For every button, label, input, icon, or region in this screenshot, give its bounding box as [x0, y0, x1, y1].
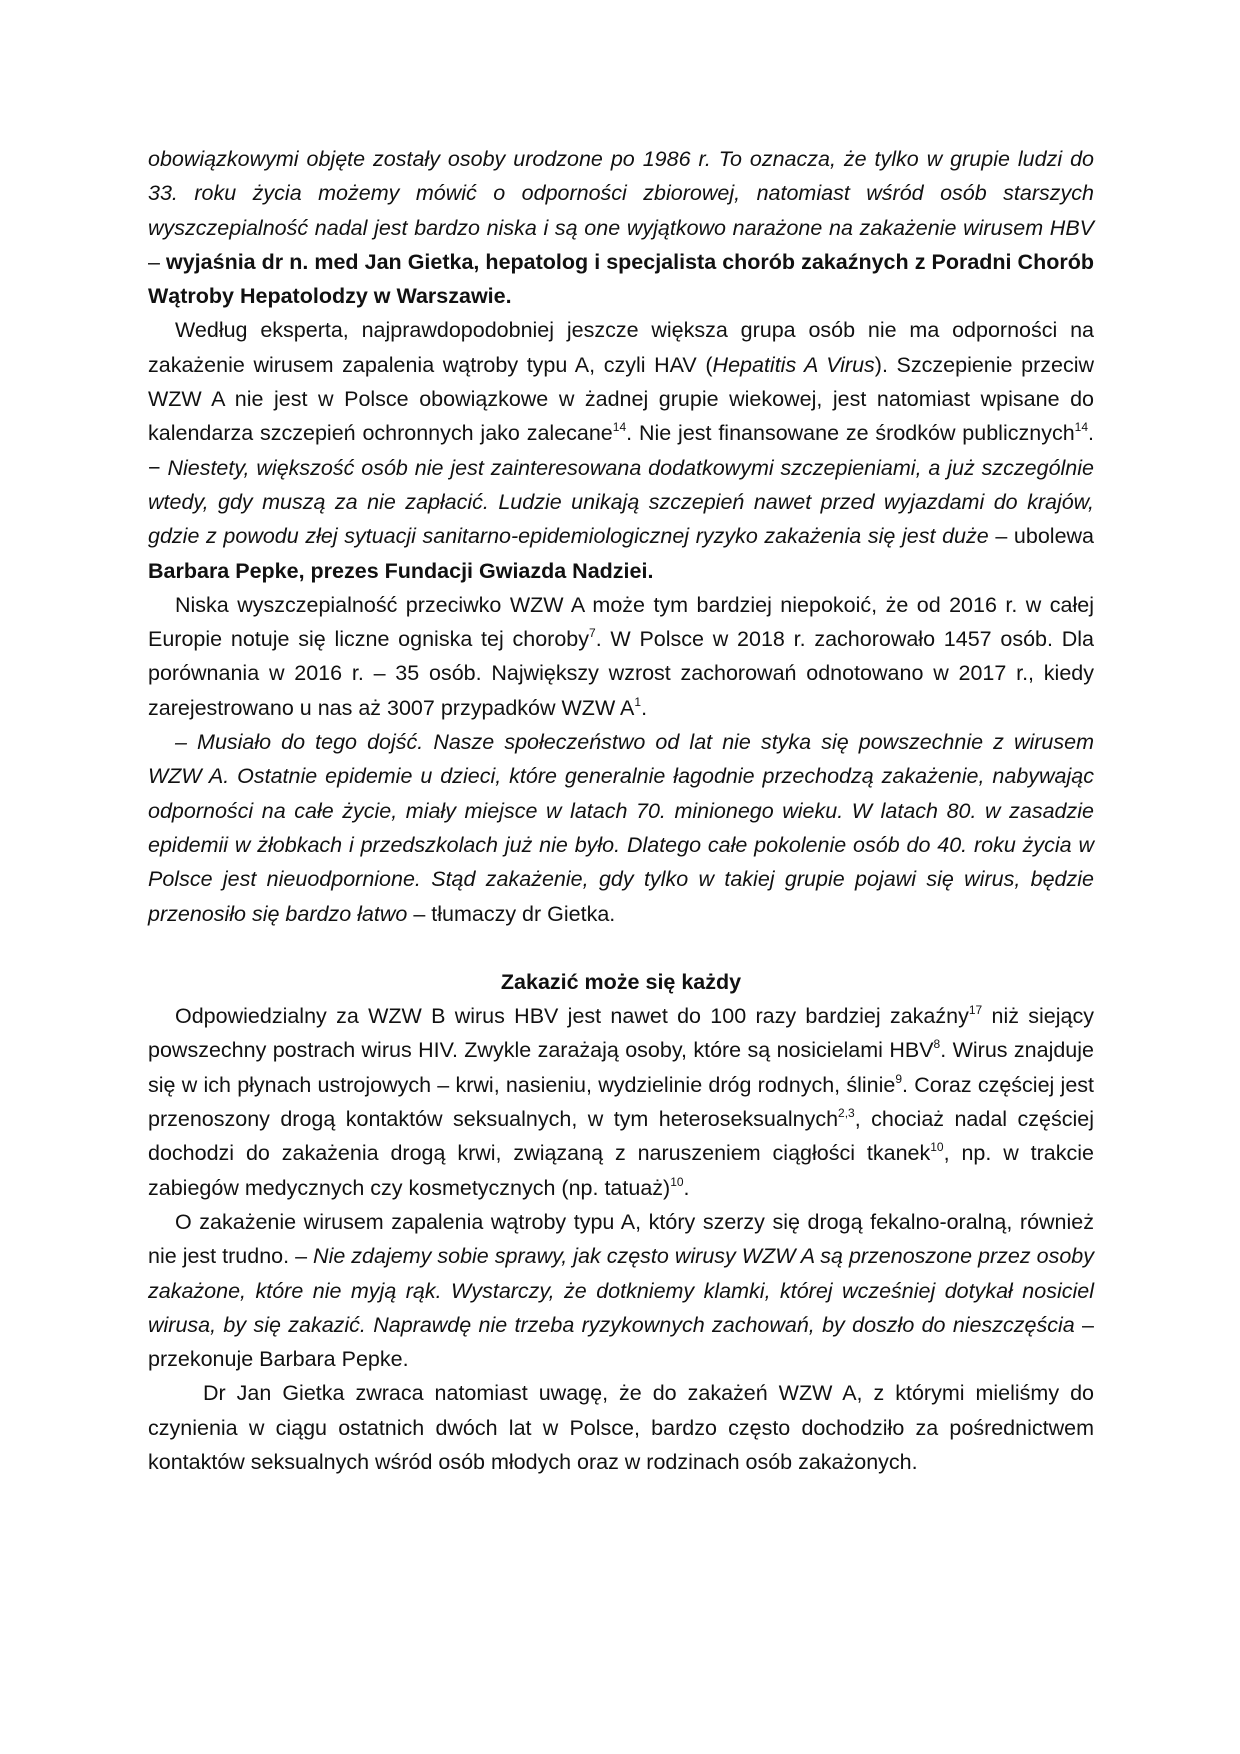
paragraph-6: [148, 1205, 1094, 1376]
text: Odpowiedzialny za WZW B wirus HBV jest nawet do 100 razy bardziej zakaźny: [175, 1004, 969, 1029]
footnote-ref: 1: [634, 694, 642, 709]
text: . Coraz częściej jest przenoszony drogą kontaktów seksualnych, w tym heteroseksualnych: [148, 1072, 1094, 1132]
text: ). Szczepienie przeciw WZW A nie jest w Polsce obowiązkowe w żadnej grupie wiekowej, jest natomiast wpisane do kalendarza szczepień ochronnych jako zalecane: [148, 352, 1094, 446]
text: . Wirus znajduje się w ich płynach ustrojowych – krwi, nasieniu, wydzielinie dróg rodnych, ślinie: [148, 1038, 1094, 1097]
section-heading: Zakazić może się każdy: [500, 969, 742, 994]
text: , np. w trakcie zabiegów medycznych czy kosmetycznych (np. tatuaż): [148, 1141, 1094, 1200]
text: – ubolewa: [988, 524, 1095, 549]
footnote-ref: 14: [612, 420, 627, 435]
footnote-ref: 9: [895, 1071, 903, 1086]
footnote-ref: 2,3: [838, 1106, 855, 1121]
quote-text: obowiązkowymi objęte zostały osoby urodzone po 1986 r. To oznacza, że tylko w grupie ludzi do 33. roku życia możemy mówić o odporności zbiorowej, natomiast wśród osób starszych wyszczepialność nadal jest bardzo niska i są one wyjątkowo narażone na zakażenie wirusem HBV: [148, 147, 1094, 240]
paragraph-3: [148, 588, 1094, 725]
quote-text: Niestety, większość osób nie jest zainteresowana dodatkowymi szczepieniami, a już szczególnie wtedy, gdy muszą za nie zapłacić. Ludzie unikają szczepień nawet przed wyjazdami do krajów, gdzie z powodu złej sytuacji sanitarno-epidemiologicznej ryzyko zakażenia się jest duże: [148, 455, 1094, 549]
text: – przekonuje Barbara Pepke.: [148, 1312, 1094, 1372]
footnote-ref: 17: [968, 1003, 983, 1018]
text: Według eksperta, najprawdopodobniej jeszcze większa grupa osób nie ma odporności na zakażenie wirusem zapalenia wątroby typu A, czyli HAV (: [148, 318, 1094, 377]
latin-term: Hepatitis A Virus: [712, 352, 875, 377]
quote-text: Nie zdajemy sobie sprawy, jak często wirusy WZW A są przenoszone przez osoby zakażone, które nie myją rąk. Wystarczy, że dotkniemy klamki, której wcześniej dotykał nosiciel wirusa, by się zakazić. Naprawdę nie trzeba ryzykownych zachowań, by doszło do nieszczęścia: [148, 1244, 1094, 1337]
text: .: [641, 695, 648, 720]
footnote-ref: 14: [1074, 420, 1089, 435]
footnote-ref: 10: [930, 1140, 944, 1155]
paragraph-4: [148, 725, 1094, 931]
dash: –: [148, 249, 166, 274]
footnote-ref: 7: [589, 626, 596, 641]
attribution-bold: wyjaśnia dr n. med Jan Gietka, hepatolog i specjalista chorób zakaźnych z Poradni Chorób Wątroby Hepatolodzy w Warszawie.: [148, 249, 1094, 309]
text: – tłumaczy dr Gietka.: [407, 901, 616, 926]
paragraph-7: Dr Jan Gietka zwraca natomiast uwagę, że do zakażeń WZW A, z którymi mieliśmy do czynienia w ciągu ostatnich dwóch lat w Polsce, bardzo często dochodziło za pośrednictwem kontaktów seksualnych wśród osób młodych oraz w rodzinach osób zakażonych.: [148, 1381, 1094, 1474]
text: Niska wyszczepialność przeciwko WZW A może tym bardziej niepokoić, że od 2016 r. w całej Europie notuje się liczne ogniska tej choroby: [148, 592, 1094, 652]
paragraph-5: [148, 999, 1094, 1205]
text: O zakażenie wirusem zapalenia wątroby typu A, który szerzy się drogą fekalno-oralną, również nie jest trudno. –: [148, 1209, 1094, 1269]
text: .: [683, 1175, 690, 1200]
text: . W Polsce w 2018 r. zachorowało 1457 osób. Dla porównania w 2016 r. – 35 osób. Największy wzrost zachorowań odnotowano w 2017 r., kiedy zarejestrowano u nas aż 3007 przypadków WZW A: [148, 627, 1094, 720]
quote-text: – Musiało do tego dojść. Nasze społeczeństwo od lat nie styka się powszechnie z wirusem WZW A. Ostatnie epidemie u dzieci, które generalnie łagodnie przechodzą zakażenie, nabywając odporności na całe życie, miały miejsce w latach 70. minionego wieku. W latach 80. w zasadzie epidemii w żłobkach i przedszkolach już nie było. Dlatego całe pokolenie osób do 40. roku życia w Polsce jest nieuodpornione. Stąd zakażenie, gdy tylko w takiej grupie pojawi się wirus, będzie przenosiło się bardzo łatwo: [148, 730, 1094, 926]
text: , chociaż nadal częściej dochodzi do zakażenia drogą krwi, związaną z naruszeniem ciągłości tkanek: [148, 1107, 1094, 1166]
attribution-bold: Barbara Pepke, prezes Fundacji Gwiazda Nadziei.: [148, 558, 654, 583]
paragraph-2: [148, 313, 1094, 587]
paragraph-1: [148, 142, 1094, 313]
footnote-ref: 8: [933, 1037, 941, 1052]
text: niż siejący powszechny postrach wirus HIV. Zwykle zarażają osoby, które są nosicielami HBV: [148, 1004, 1094, 1063]
text: . −: [148, 421, 1094, 480]
footnote-ref: 10: [670, 1174, 684, 1189]
text: . Nie jest finansowane ze środków publicznych: [626, 421, 1075, 446]
document-page: [148, 142, 1094, 1479]
